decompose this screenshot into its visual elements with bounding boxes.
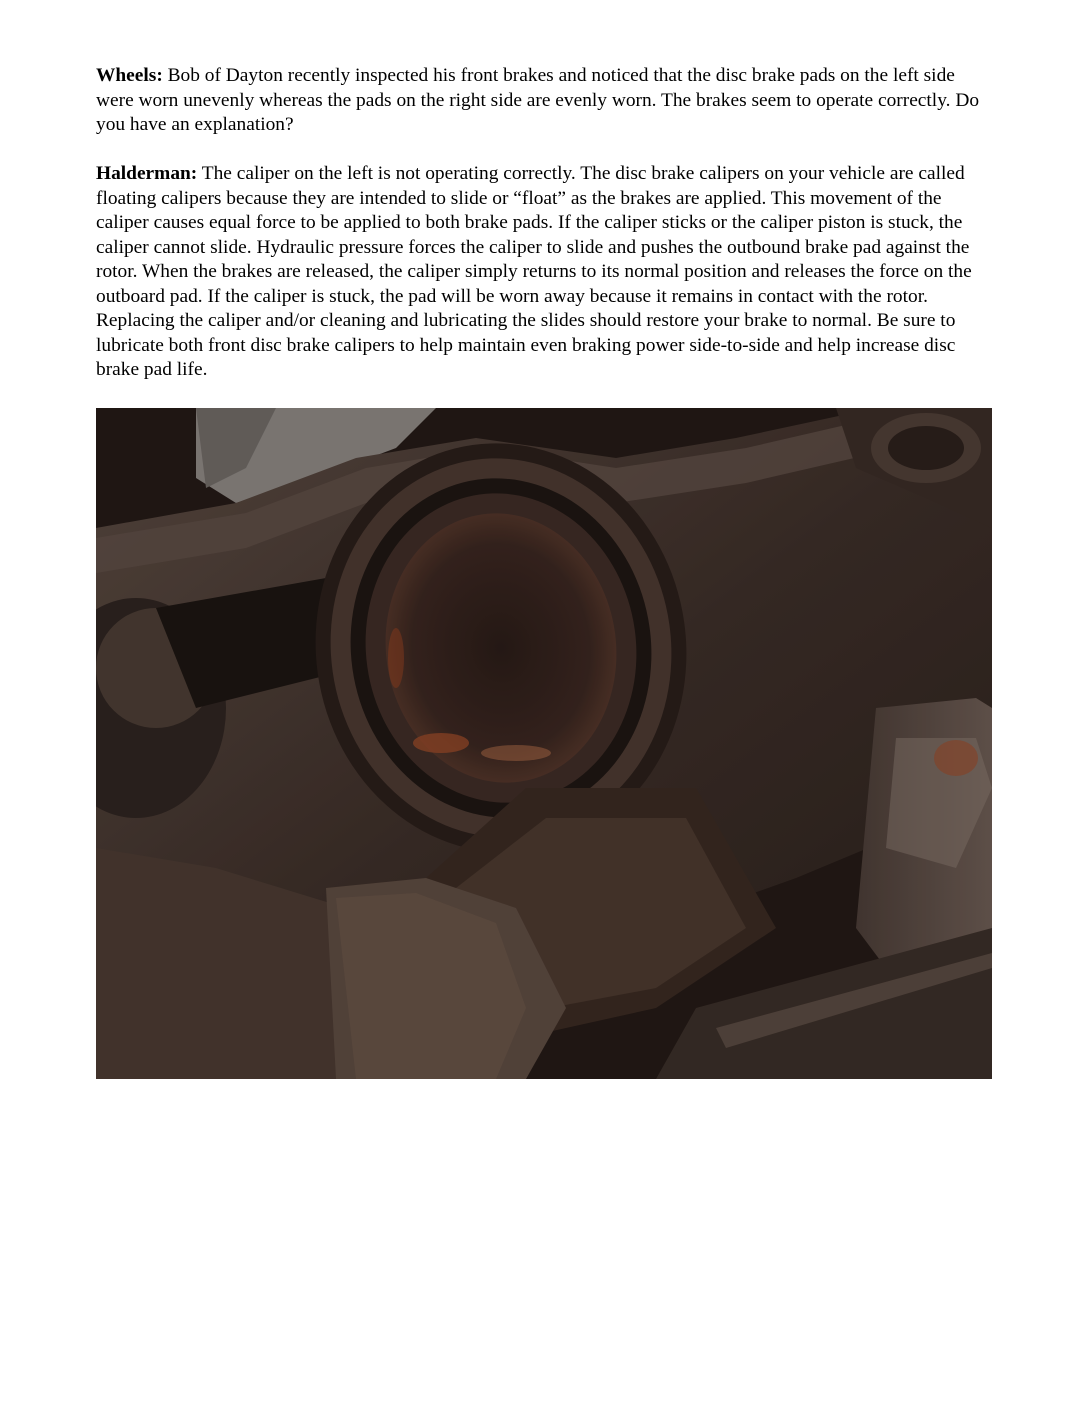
question-paragraph bbox=[96, 64, 996, 138]
question-text: Bob of Dayton recently inspected his front brakes and noticed that the disc brake pads on the left side were worn unevenly whereas the pads on the right side are evenly worn. The brakes seem to operate correctly. Do you have an explanation? bbox=[96, 65, 980, 135]
answer-speaker: Halderman: bbox=[96, 163, 198, 184]
answer-text: The caliper on the left is not operating correctly. The disc brake calipers on your vehicle are called floating calipers because they are intended to slide or “float” as the brakes are applied. This movement of the caliper causes equal force to be applied to both brake pads. If the caliper sticks or the caliper piston is stuck, the caliper cannot slide. Hydraulic pressure forces the caliper to slide and pushes the outbound brake pad against the rotor. When the brakes are released, the caliper simply returns to its normal position and releases the force on the outboard pad. If the caliper is stuck, the pad will be worn away because it remains in contact with the rotor. Replacing the caliper and/or cleaning and lubricating the slides should restore your brake to normal. Be sure to lubricate both front disc brake calipers to help maintain even braking power side-to-side and help increase disc brake pad life. bbox=[96, 163, 972, 380]
brake-caliper-illustration bbox=[96, 408, 992, 1079]
question-speaker: Wheels: bbox=[96, 65, 163, 86]
brake-caliper-photo bbox=[96, 408, 992, 1079]
answer-paragraph bbox=[96, 162, 996, 383]
